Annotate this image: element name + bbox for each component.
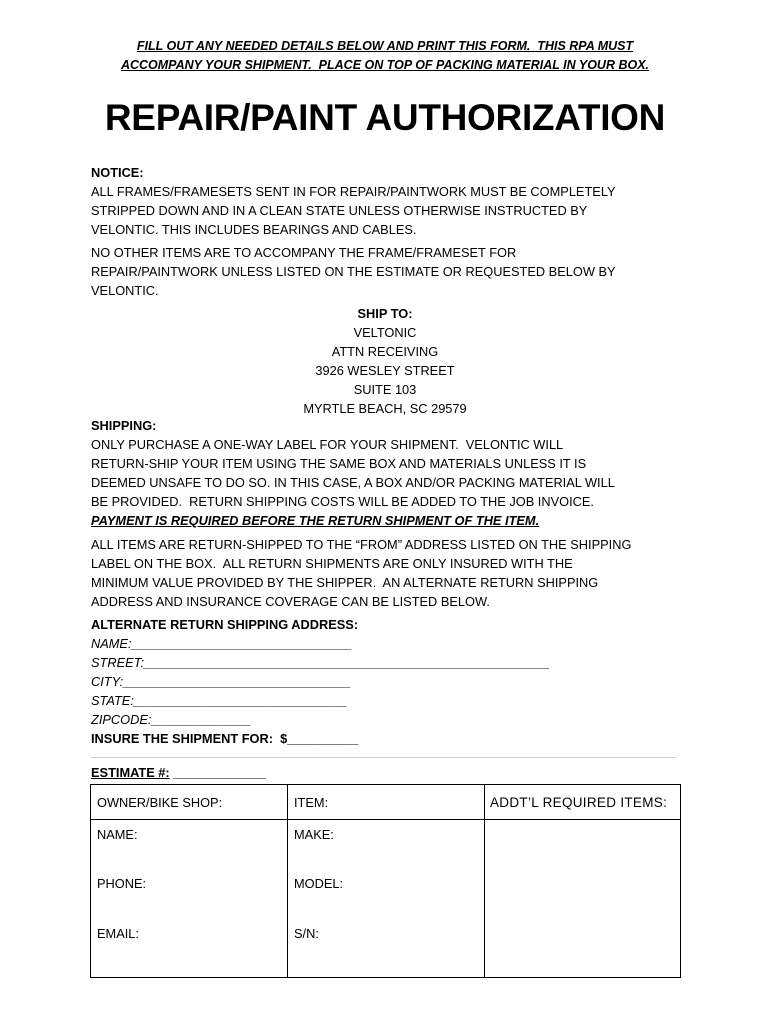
item-model-field[interactable]: MODEL:	[294, 876, 344, 891]
notice-para1-line: STRIPPED DOWN AND IN A CLEAN STATE UNLESS OTHERWISE INSTRUCTED BY	[91, 203, 588, 218]
table-header-divider	[91, 819, 680, 820]
ship-to-address	[0, 304, 770, 418]
ship-to-heading: SHIP TO:	[357, 306, 413, 321]
alternate-address-section	[91, 615, 691, 748]
table-column-divider	[484, 785, 485, 977]
ship-to-line: SUITE 103	[353, 382, 417, 397]
shipping-para1-line: ONLY PURCHASE A ONE-WAY LABEL FOR YOUR SHIPMENT. VELONTIC WILL	[91, 437, 564, 452]
additional-items-header: ADDT’L REQUIRED ITEMS:	[490, 795, 668, 810]
form-title: REPAIR/PAINT AUTHORIZATION	[104, 97, 666, 138]
estimate-blank: _____________	[169, 765, 266, 780]
ship-to-line: MYRTLE BEACH, SC 29579	[303, 401, 467, 416]
return-shipping-info	[91, 535, 691, 611]
payment-required-note: PAYMENT IS REQUIRED BEFORE THE RETURN SHIPMENT OF THE ITEM.	[91, 513, 540, 528]
item-header: ITEM:	[294, 795, 329, 810]
table-column-divider	[287, 785, 288, 977]
owner-name-field[interactable]: NAME:	[97, 827, 138, 842]
owner-phone-field[interactable]: PHONE:	[97, 876, 147, 891]
section-divider	[91, 757, 676, 758]
print-instructions-line-1: FILL OUT ANY NEEDED DETAILS BELOW AND PRINT THIS FORM. THIS RPA MUST	[136, 39, 634, 53]
shipping-para2-line: ADDRESS AND INSURANCE COVERAGE CAN BE LISTED BELOW.	[91, 594, 490, 609]
shipping-para1-line: RETURN-SHIP YOUR ITEM USING THE SAME BOX AND MATERIALS UNLESS IT IS	[91, 456, 587, 471]
shipping-para2-line: MINIMUM VALUE PROVIDED BY THE SHIPPER. AN ALTERNATE RETURN SHIPPING	[91, 575, 599, 590]
ship-to-line: VELTONIC	[353, 325, 417, 340]
ship-to-line: ATTN RECEIVING	[331, 344, 439, 359]
owner-email-field[interactable]: EMAIL:	[97, 926, 139, 941]
ship-to-line: 3926 WESLEY STREET	[315, 363, 455, 378]
shipping-section	[91, 416, 691, 530]
alt-city-field[interactable]: CITY:________________________________	[91, 674, 351, 689]
item-serial-field[interactable]: S/N:	[294, 926, 319, 941]
notice-para2-line: VELONTIC.	[91, 283, 159, 298]
notice-para2-line: NO OTHER ITEMS ARE TO ACCOMPANY THE FRAME/FRAMESET FOR	[91, 245, 517, 260]
alt-zipcode-field[interactable]: ZIPCODE:______________	[91, 712, 252, 727]
print-instructions	[0, 37, 770, 75]
shipping-para2-line: ALL ITEMS ARE RETURN-SHIPPED TO THE “FROM” ADDRESS LISTED ON THE SHIPPING	[91, 537, 632, 552]
notice-heading: NOTICE:	[91, 165, 144, 180]
item-make-field[interactable]: MAKE:	[294, 827, 334, 842]
owner-bike-shop-header: OWNER/BIKE SHOP:	[97, 795, 223, 810]
notice-para1-line: VELONTIC. THIS INCLUDES BEARINGS AND CABLES.	[91, 222, 417, 237]
shipping-para2-line: LABEL ON THE BOX. ALL RETURN SHIPMENTS ARE ONLY INSURED WITH THE	[91, 556, 573, 571]
shipping-para1-line: DEEMED UNSAFE TO DO SO. IN THIS CASE, A BOX AND/OR PACKING MATERIAL WILL	[91, 475, 615, 490]
alternate-address-heading: ALTERNATE RETURN SHIPPING ADDRESS:	[91, 617, 359, 632]
notice-para1-line: ALL FRAMES/FRAMESETS SENT IN FOR REPAIR/PAINTWORK MUST BE COMPLETELY	[91, 184, 616, 199]
alt-name-field[interactable]: NAME:_______________________________	[91, 636, 353, 651]
shipping-para1-line: BE PROVIDED. RETURN SHIPPING COSTS WILL BE ADDED TO THE JOB INVOICE.	[91, 494, 594, 509]
notice-section	[91, 163, 691, 239]
estimate-table	[90, 784, 681, 978]
estimate-number-field[interactable]	[91, 765, 266, 780]
estimate-label: ESTIMATE #:	[91, 765, 170, 780]
insure-amount-field[interactable]: INSURE THE SHIPMENT FOR: $__________	[91, 731, 359, 746]
alt-street-field[interactable]: STREET:_________________________________________________________	[91, 655, 550, 670]
notice-para2	[91, 243, 691, 300]
additional-items-area[interactable]	[488, 823, 676, 973]
alt-state-field[interactable]: STATE:______________________________	[91, 693, 348, 708]
print-instructions-line-2: ACCOMPANY YOUR SHIPMENT. PLACE ON TOP OF PACKING MATERIAL IN YOUR BOX.	[120, 58, 650, 72]
shipping-heading: SHIPPING:	[91, 418, 157, 433]
notice-para2-line: REPAIR/PAINTWORK UNLESS LISTED ON THE ESTIMATE OR REQUESTED BELOW BY	[91, 264, 616, 279]
